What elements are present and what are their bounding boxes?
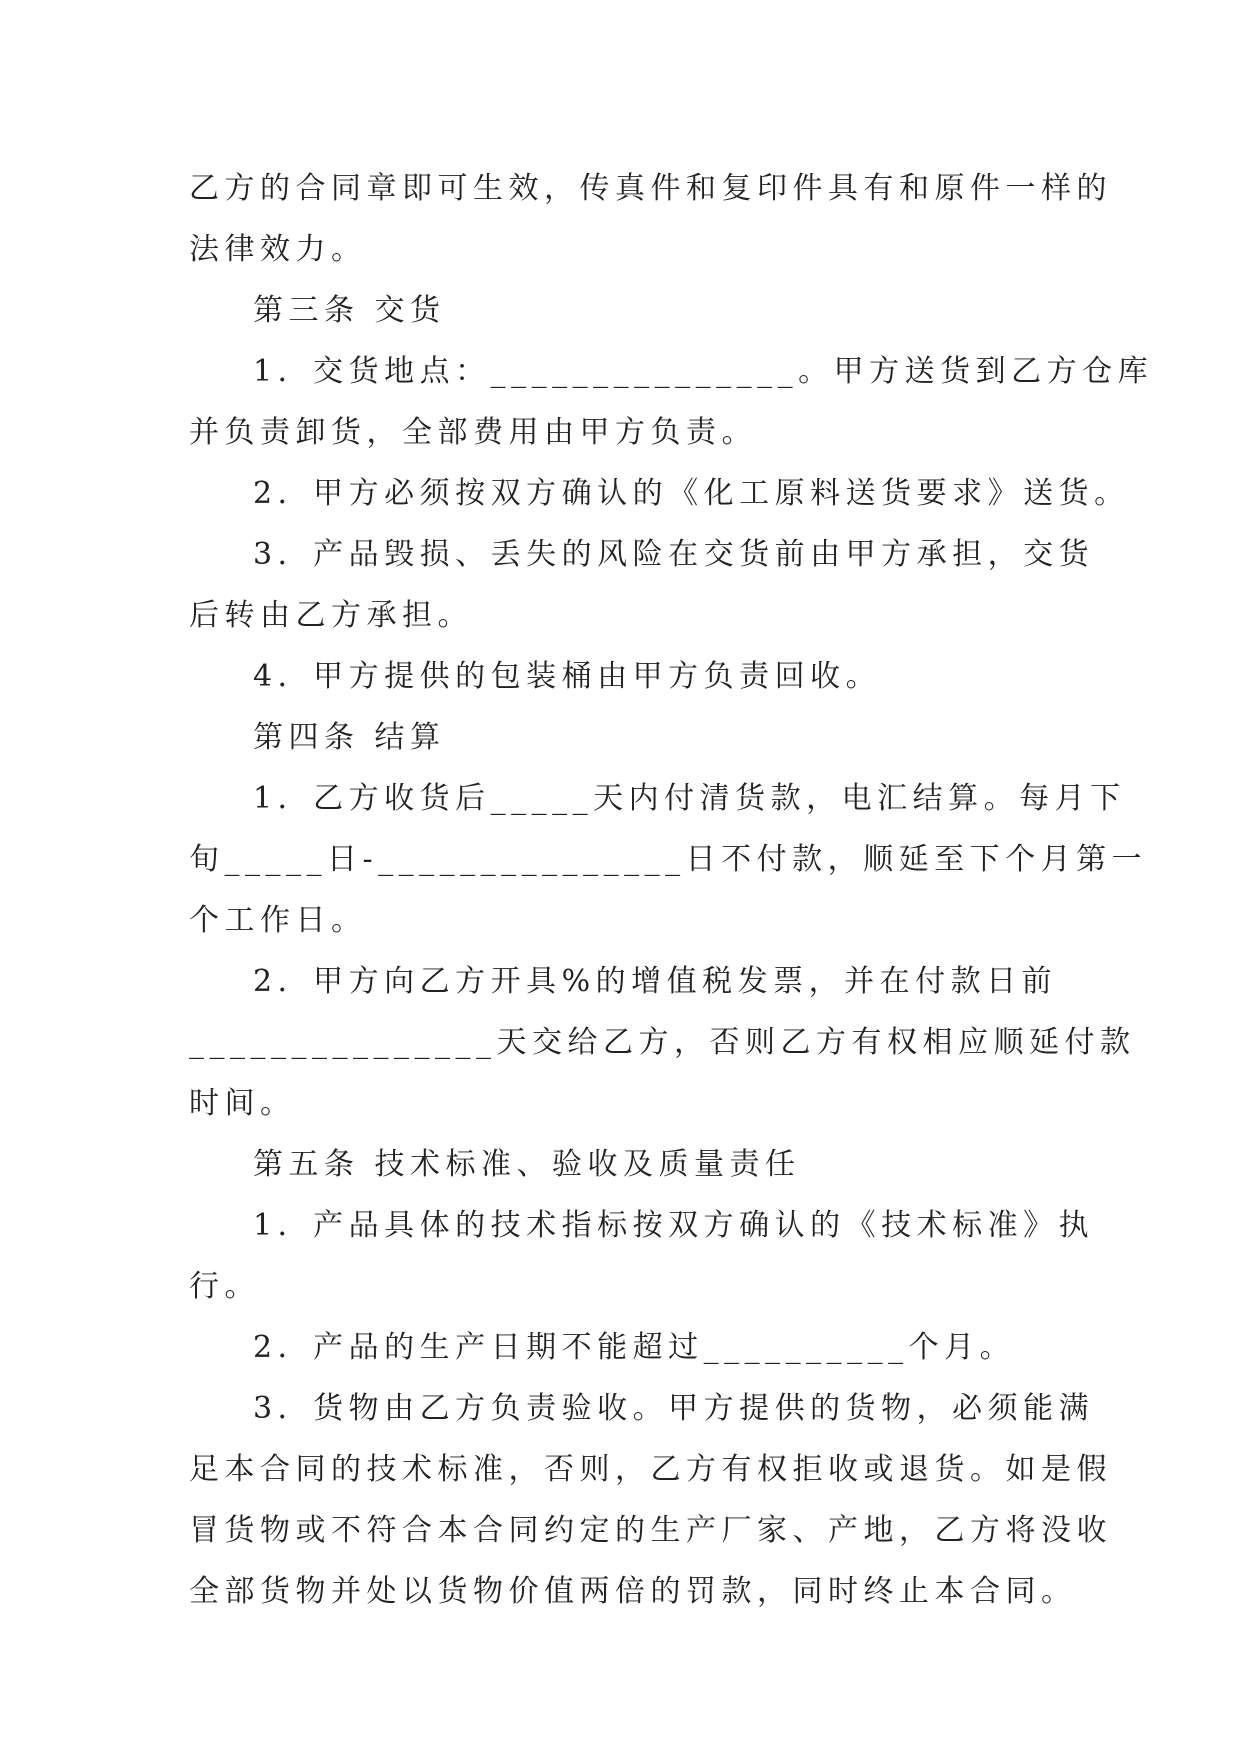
text-line-24: 全部货物并处以货物价值两倍的罚款，同时终止本合同。	[189, 1574, 1077, 1609]
text-line-1: 乙方的合同章即可生效，传真件和复印件具有和原件一样的	[189, 171, 1112, 206]
text-line-14: 2．甲方向乙方开具%的增值税发票，并在付款日前	[253, 964, 1058, 999]
text-line-8: 后转由乙方承担。	[189, 598, 473, 633]
text-line-23: 冒货物或不符合本合同约定的生产厂家、产地，乙方将没收	[189, 1513, 1112, 1548]
article-3-heading: 第三条 交货	[253, 293, 446, 328]
text-line-19: 行。	[189, 1269, 260, 1304]
text-line-21: 3．货物由乙方负责验收。甲方提供的货物，必须能满	[253, 1391, 1095, 1426]
document-body	[189, 158, 1154, 1622]
text-line-5: 并负责卸货，全部费用由甲方负责。	[189, 415, 757, 450]
article-5-heading: 第五条 技术标准、验收及质量责任	[253, 1147, 801, 1182]
text-line-2: 法律效力。	[189, 232, 367, 267]
text-line-12: 旬_____日-_______________日不付款，顺延至下个月第一	[189, 842, 1148, 877]
text-line-4: 1．交货地点：_______________。甲方送货到乙方仓库	[253, 354, 1154, 389]
text-line-20: 2．产品的生产日期不能超过__________个月。	[253, 1330, 1016, 1365]
text-line-22: 足本合同的技术标准，否则，乙方有权拒收或退货。如是假	[189, 1452, 1112, 1487]
text-line-9: 4．甲方提供的包装桶由甲方负责回收。	[253, 659, 882, 694]
text-line-16: 时间。	[189, 1086, 296, 1121]
text-line-11: 1．乙方收货后_____天内付清货款，电汇结算。每月下	[253, 781, 1126, 816]
text-line-6: 2．甲方必须按双方确认的《化工原料送货要求》送货。	[253, 476, 1130, 511]
text-line-7: 3．产品毁损、丢失的风险在交货前由甲方承担，交货	[253, 537, 1095, 572]
text-line-15: _______________天交给乙方，否则乙方有权相应顺延付款	[189, 1025, 1136, 1060]
text-line-13: 个工作日。	[189, 903, 367, 938]
text-line-18: 1．产品具体的技术指标按双方确认的《技术标准》执	[253, 1208, 1095, 1243]
article-4-heading: 第四条 结算	[253, 720, 446, 755]
